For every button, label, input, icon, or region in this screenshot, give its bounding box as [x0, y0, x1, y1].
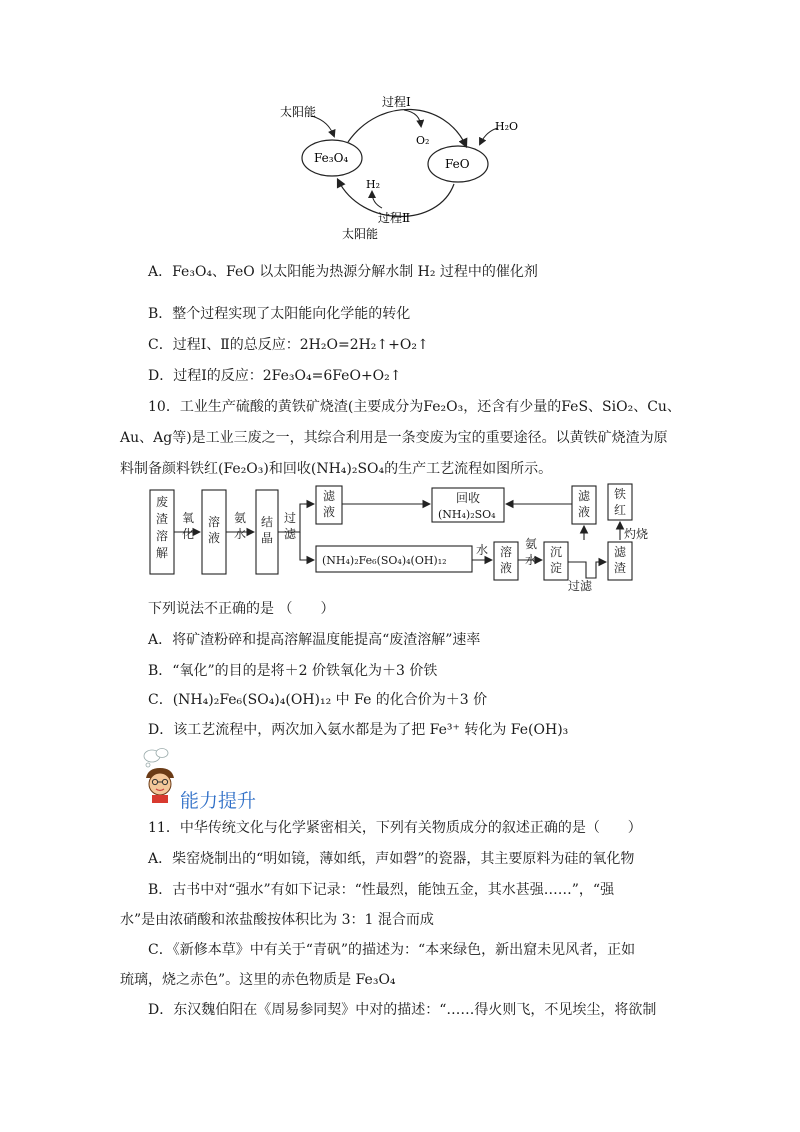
- flow-arrow-filter: [568, 562, 606, 578]
- flow-calcine-label: 灼烧: [624, 527, 649, 541]
- process2-label: 过程Ⅱ: [378, 211, 411, 225]
- section-title: 能力提升: [180, 790, 257, 812]
- q10-option-c: C．(NH₄)₂Fe₆(SO₄)₄(OH)₁₂ 中 Fe 的化合价为＋3 价: [148, 692, 488, 708]
- q10-option-d: D．该工艺流程中，两次加入氨水都是为了把 Fe³⁺ 转化为 Fe(OH)₃: [148, 722, 569, 738]
- process1-arrow: [348, 109, 466, 146]
- solar-top-arrow: [312, 116, 334, 136]
- q11-stem: 11．中华传统文化与化学紧密相关，下列有关物质成分的叙述正确的是（ ）: [148, 820, 642, 836]
- q9-option-c: C．过程Ⅰ、Ⅱ的总反应：2H₂O=2H₂↑+O₂↑: [148, 337, 429, 353]
- flow-arrow3-label: [284, 510, 297, 541]
- q9-option-d: D．过程Ⅰ的反应：2Fe₃O₄=6FeO+O₂↑: [148, 368, 402, 384]
- q10-option-a: A．将矿渣粉碎和提高溶解温度能提高“废渣溶解”速率: [148, 632, 481, 648]
- q11-option-d-line1: D．东汉魏伯阳在《周易参同契》中对的描述：“……得火则飞，不见埃尘，将欲制: [148, 1002, 657, 1018]
- flow-ammonia-label: [525, 537, 537, 567]
- mascot-icon: [140, 748, 180, 804]
- flow-product-label-text: 铁红: [613, 487, 627, 517]
- flow-salt-label: (NH₄)₂Fe₆(SO₄)₄(OH)₁₂: [322, 554, 447, 567]
- q11-option-b-line2: 水”是由浓硝酸和浓盐酸按体积比为 3：1 混合而成: [120, 912, 434, 928]
- q11-option-c-line2: 琉璃，烧之赤色”。这里的赤色物质是 Fe₃O₄: [120, 972, 396, 988]
- flow-ammonia-label-text: 氨水: [524, 537, 538, 567]
- flow-box1-label-text: 废渣溶解: [155, 495, 169, 560]
- solar-top-label: 太阳能: [280, 105, 317, 119]
- q9-option-a: A．Fe₃O₄、FeO 以太阳能为热源分解水制 H₂ 过程中的催化剂: [148, 264, 538, 280]
- flow-box2-label: [208, 514, 220, 545]
- o2-label: O₂: [416, 134, 430, 147]
- flow-residue-label: [614, 544, 627, 575]
- flow-filtrate2-label: [578, 488, 591, 519]
- o2-arrow: [404, 110, 421, 126]
- flow-box2-label-text: 溶液: [207, 515, 221, 545]
- flow-arrow3-label-text: 过滤: [283, 511, 297, 541]
- h2-label: H₂: [366, 178, 381, 191]
- flow-water-label: 水: [476, 543, 489, 557]
- flow-filtrate-label: [323, 488, 336, 519]
- q11-option-b-line1: B．古书中对“强水”有如下记录：“性最烈，能蚀五金，其水甚强……”，“强: [148, 882, 615, 898]
- flow-arrow2-label-text: 氨水: [233, 511, 247, 541]
- flow-arrow1-label-text: 氧化: [181, 511, 195, 541]
- flow-product-label: [614, 486, 626, 517]
- q10-stem-line3: 料制备颜料铁红(Fe₂O₃)和回收(NH₄)₂SO₄的生产工艺流程如图所示。: [120, 461, 553, 477]
- q11-option-a: A．柴窑烧制出的“明如镜，薄如纸，声如磬”的瓷器，其主要原料为硅的氧化物: [148, 851, 635, 867]
- q9-option-b: B．整个过程实现了太阳能向化学能的转化: [148, 306, 411, 322]
- solar-bottom-label: 太阳能: [342, 227, 379, 241]
- h2o-label: H₂O: [495, 120, 519, 133]
- flow-solution2-label-text: 溶液: [499, 545, 513, 575]
- flow-filtrate-label-text: 滤液: [322, 489, 336, 519]
- flow-box3-label: [261, 514, 273, 545]
- q10-stem-line1: 10．工业生产硫酸的黄铁矿烧渣(主要成分为Fe₂O₃，还含有少量的FeS、SiO₂、Cu、: [148, 399, 681, 415]
- cycle-diagram: [270, 88, 540, 248]
- flow-precip-label: [550, 545, 562, 575]
- flow-residue-label-text: 滤渣: [613, 545, 627, 575]
- fe3o4-label: Fe₃O₄: [314, 151, 349, 165]
- flow-split-lower: [300, 532, 314, 560]
- flow-arrow1-label: [182, 511, 194, 541]
- flow-recover-top: 回收: [456, 491, 481, 505]
- flow-precip-label-text: 沉淀: [549, 545, 563, 575]
- flow-filter-label: 过滤: [568, 579, 593, 593]
- flow-box1-label: [156, 495, 168, 560]
- flow-solution2-label: [500, 544, 512, 575]
- q11-option-c-line1: C．《新修本草》中有关于“青矾”的描述为：“本来绿色，新出窟未见风者，正如: [148, 942, 636, 958]
- process1-label: 过程Ⅰ: [382, 95, 411, 109]
- process-flowchart: [140, 482, 660, 594]
- feo-label: FeO: [445, 157, 470, 171]
- flow-box3-label-text: 结晶: [260, 515, 274, 545]
- q10-stem-line2: Au、Ag等)是工业三废之一，其综合利用是一条变废为宝的重要途径。以黄铁矿烧渣为原: [120, 430, 668, 446]
- q10-prompt: 下列说法不正确的是 （ ）: [148, 601, 335, 617]
- flow-recover-bottom: (NH₄)₂SO₄: [438, 508, 496, 521]
- q10-option-b: B．“氧化”的目的是将＋2 价铁氧化为＋3 价铁: [148, 663, 438, 679]
- flow-filtrate2-label-text: 滤液: [577, 489, 591, 519]
- flow-arrow2-label: [234, 511, 246, 541]
- h2-arrow: [372, 192, 382, 208]
